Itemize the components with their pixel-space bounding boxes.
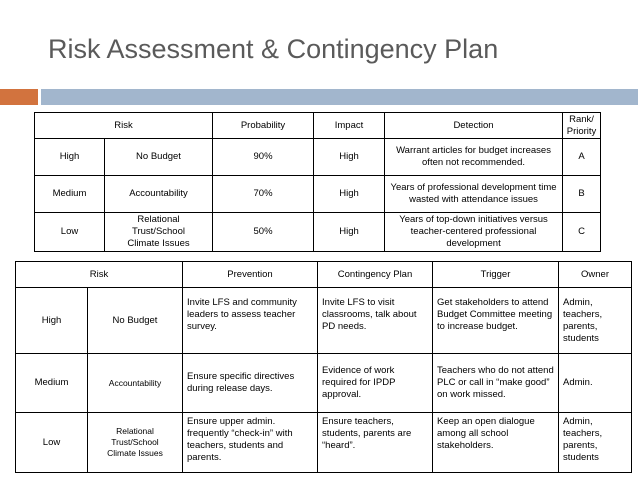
header-risk: Risk (35, 113, 213, 139)
impact-value: High (314, 139, 385, 176)
header-contingency-plan: Contingency Plan (318, 262, 433, 288)
header-owner: Owner (559, 262, 632, 288)
slide-title: Risk Assessment & Contingency Plan (48, 34, 499, 64)
owner-text: Admin, teachers, parents, students (559, 413, 632, 473)
impact-value: High (314, 176, 385, 213)
table-row (35, 176, 601, 213)
contingency-plan-table (15, 261, 632, 473)
prevention-text: Ensure upper admin. frequently “check-in” with teachers, students and parents. (183, 413, 318, 473)
header-trigger: Trigger (433, 262, 559, 288)
risk-level: Medium (16, 354, 88, 413)
risk-name: Accountability (105, 176, 213, 213)
detection-text: Years of professional development time wasted with attendance issues (385, 176, 563, 213)
table-row (16, 288, 632, 354)
prevention-text: Ensure specific directives during release days. (183, 354, 318, 413)
header-impact: Impact (314, 113, 385, 139)
risk-level: Low (16, 413, 88, 473)
title-accent-bar-blue (41, 89, 638, 105)
table-row (16, 354, 632, 413)
risk-level: Medium (35, 176, 105, 213)
trigger-text: Teachers who do not attend PLC or call in “make good” on work missed. (433, 354, 559, 413)
risk-name: Accountability (88, 354, 183, 413)
owner-text: Admin. (559, 354, 632, 413)
owner-text: Admin, teachers, parents, students (559, 288, 632, 354)
table-row (16, 413, 632, 473)
trigger-text: Get stakeholders to attend Budget Committee meeting to increase budget. (433, 288, 559, 354)
header-prevention: Prevention (183, 262, 318, 288)
header-rank-priority: Rank/ Priority (563, 113, 601, 139)
risk-name: Relational Trust/School Climate Issues (105, 213, 213, 252)
title-accent-bar-orange (0, 89, 38, 105)
risk-name: No Budget (88, 288, 183, 354)
trigger-text: Keep an open dialogue among all school stakeholders. (433, 413, 559, 473)
header-risk: Risk (16, 262, 183, 288)
header-probability: Probability (213, 113, 314, 139)
detection-text: Years of top-down initiatives versus teacher-centered professional development (385, 213, 563, 252)
detection-text: Warrant articles for budget increases often not recommended. (385, 139, 563, 176)
risk-level: Low (35, 213, 105, 252)
risk-assessment-table (34, 112, 601, 252)
rank-value: C (563, 213, 601, 252)
risk-name: Relational Trust/School Climate Issues (88, 413, 183, 473)
probability-value: 50% (213, 213, 314, 252)
table-row (35, 139, 601, 176)
rank-value: B (563, 176, 601, 213)
risk-level: High (16, 288, 88, 354)
contingency-text: Evidence of work required for IPDP approval. (318, 354, 433, 413)
impact-value: High (314, 213, 385, 252)
table-header-row (16, 262, 632, 288)
contingency-text: Invite LFS to visit classrooms, talk about PD needs. (318, 288, 433, 354)
probability-value: 70% (213, 176, 314, 213)
rank-value: A (563, 139, 601, 176)
risk-name: No Budget (105, 139, 213, 176)
risk-level: High (35, 139, 105, 176)
table-row (35, 213, 601, 252)
probability-value: 90% (213, 139, 314, 176)
table-header-row (35, 113, 601, 139)
prevention-text: Invite LFS and community leaders to assess teacher survey. (183, 288, 318, 354)
contingency-text: Ensure teachers, students, parents are “heard”. (318, 413, 433, 473)
header-detection: Detection (385, 113, 563, 139)
